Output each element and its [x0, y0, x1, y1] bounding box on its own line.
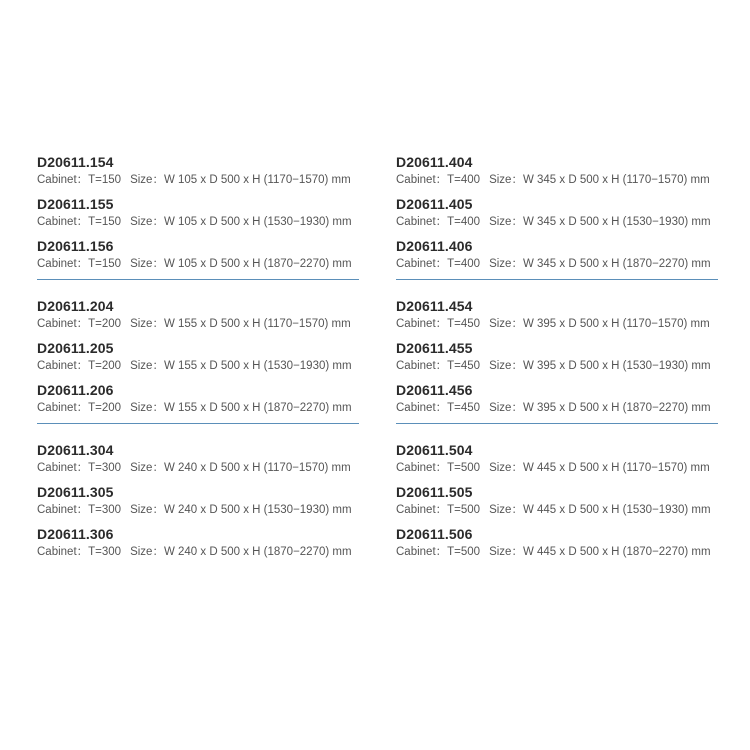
- section-divider: [396, 279, 718, 280]
- product-code: D20611.154: [37, 154, 114, 170]
- size-spec: Size：W 155 x D 500 x H (1870−2270) mm: [130, 402, 352, 414]
- product-code: D20611.454: [396, 298, 473, 314]
- cabinet-spec: Cabinet：T=450: [396, 360, 481, 372]
- spec-group: [396, 297, 718, 423]
- cabinet-spec: Cabinet：T=300: [37, 546, 122, 558]
- product-code: D20611.456: [396, 382, 473, 398]
- spec-item: [396, 525, 718, 567]
- spec-item: [37, 381, 359, 423]
- spec-line: [37, 171, 359, 190]
- spec-line: [396, 255, 718, 274]
- spec-item: [396, 153, 718, 195]
- spec-line: [37, 315, 359, 334]
- product-code: D20611.504: [396, 442, 473, 458]
- spec-item: [396, 483, 718, 525]
- product-code: D20611.455: [396, 340, 473, 356]
- size-spec: Size：W 240 x D 500 x H (1170−1570) mm: [130, 462, 351, 474]
- size-spec: Size：W 395 x D 500 x H (1170−1570) mm: [489, 318, 710, 330]
- size-spec: Size：W 105 x D 500 x H (1870−2270) mm: [130, 258, 352, 270]
- cabinet-spec: Cabinet：T=400: [396, 258, 481, 270]
- cabinet-spec: Cabinet：T=400: [396, 174, 481, 186]
- spec-line: [396, 543, 718, 562]
- size-spec: Size：W 345 x D 500 x H (1870−2270) mm: [489, 258, 711, 270]
- size-spec: Size：W 445 x D 500 x H (1170−1570) mm: [489, 462, 710, 474]
- spec-line: [396, 315, 718, 334]
- spec-item: [396, 297, 718, 339]
- product-code: D20611.405: [396, 196, 473, 212]
- spec-line: [37, 501, 359, 520]
- spec-line: [37, 357, 359, 376]
- spec-line: [37, 543, 359, 562]
- size-spec: Size：W 345 x D 500 x H (1530−1930) mm: [489, 216, 711, 228]
- spec-item: [37, 483, 359, 525]
- spec-item: [37, 237, 359, 279]
- cabinet-spec: Cabinet：T=300: [37, 504, 122, 516]
- cabinet-spec: Cabinet：T=200: [37, 402, 122, 414]
- product-code: D20611.204: [37, 298, 114, 314]
- cabinet-spec: Cabinet：T=500: [396, 546, 481, 558]
- product-code: D20611.156: [37, 238, 114, 254]
- spec-line: [396, 357, 718, 376]
- spec-group: [396, 441, 718, 567]
- cabinet-spec: Cabinet：T=400: [396, 216, 481, 228]
- section-divider: [396, 423, 718, 424]
- size-spec: Size：W 105 x D 500 x H (1170−1570) mm: [130, 174, 351, 186]
- spec-line: [396, 213, 718, 232]
- spec-group: [37, 153, 359, 279]
- product-code: D20611.506: [396, 526, 473, 542]
- size-spec: Size：W 345 x D 500 x H (1170−1570) mm: [489, 174, 710, 186]
- size-spec: Size：W 395 x D 500 x H (1530−1930) mm: [489, 360, 711, 372]
- spec-line: [37, 213, 359, 232]
- cabinet-spec: Cabinet：T=150: [37, 216, 122, 228]
- cabinet-spec: Cabinet：T=200: [37, 318, 122, 330]
- spec-item: [396, 339, 718, 381]
- spec-item: [37, 153, 359, 195]
- product-code: D20611.404: [396, 154, 473, 170]
- spec-group: [37, 441, 359, 567]
- spec-item: [37, 297, 359, 339]
- size-spec: Size：W 445 x D 500 x H (1530−1930) mm: [489, 504, 711, 516]
- cabinet-spec: Cabinet：T=150: [37, 174, 122, 186]
- product-code: D20611.304: [37, 442, 114, 458]
- spec-item: [396, 381, 718, 423]
- spec-line: [396, 171, 718, 190]
- spec-item: [396, 237, 718, 279]
- product-code: D20611.505: [396, 484, 473, 500]
- section-divider: [37, 279, 359, 280]
- spec-line: [37, 255, 359, 274]
- size-spec: Size：W 240 x D 500 x H (1530−1930) mm: [130, 504, 352, 516]
- cabinet-spec: Cabinet：T=450: [396, 318, 481, 330]
- spec-group: [396, 153, 718, 279]
- spec-item: [396, 195, 718, 237]
- spec-item: [396, 441, 718, 483]
- section-divider: [37, 423, 359, 424]
- cabinet-spec: Cabinet：T=500: [396, 462, 481, 474]
- right-column: [396, 153, 718, 567]
- product-code: D20611.205: [37, 340, 114, 356]
- spec-line: [396, 501, 718, 520]
- cabinet-spec: Cabinet：T=200: [37, 360, 122, 372]
- cabinet-spec: Cabinet：T=300: [37, 462, 122, 474]
- size-spec: Size：W 155 x D 500 x H (1530−1930) mm: [130, 360, 352, 372]
- product-code: D20611.406: [396, 238, 473, 254]
- spec-group: [37, 297, 359, 423]
- left-column: [37, 153, 359, 567]
- product-code: D20611.305: [37, 484, 114, 500]
- size-spec: Size：W 395 x D 500 x H (1870−2270) mm: [489, 402, 711, 414]
- spec-item: [37, 195, 359, 237]
- size-spec: Size：W 445 x D 500 x H (1870−2270) mm: [489, 546, 711, 558]
- spec-line: [396, 459, 718, 478]
- cabinet-spec: Cabinet：T=450: [396, 402, 481, 414]
- spec-line: [396, 399, 718, 418]
- spec-line: [37, 399, 359, 418]
- spec-item: [37, 339, 359, 381]
- size-spec: Size：W 155 x D 500 x H (1170−1570) mm: [130, 318, 351, 330]
- spec-item: [37, 441, 359, 483]
- product-code: D20611.206: [37, 382, 114, 398]
- cabinet-spec: Cabinet：T=500: [396, 504, 481, 516]
- spec-item: [37, 525, 359, 567]
- product-code: D20611.306: [37, 526, 114, 542]
- size-spec: Size：W 240 x D 500 x H (1870−2270) mm: [130, 546, 352, 558]
- spec-line: [37, 459, 359, 478]
- size-spec: Size：W 105 x D 500 x H (1530−1930) mm: [130, 216, 352, 228]
- product-code: D20611.155: [37, 196, 114, 212]
- cabinet-spec: Cabinet：T=150: [37, 258, 122, 270]
